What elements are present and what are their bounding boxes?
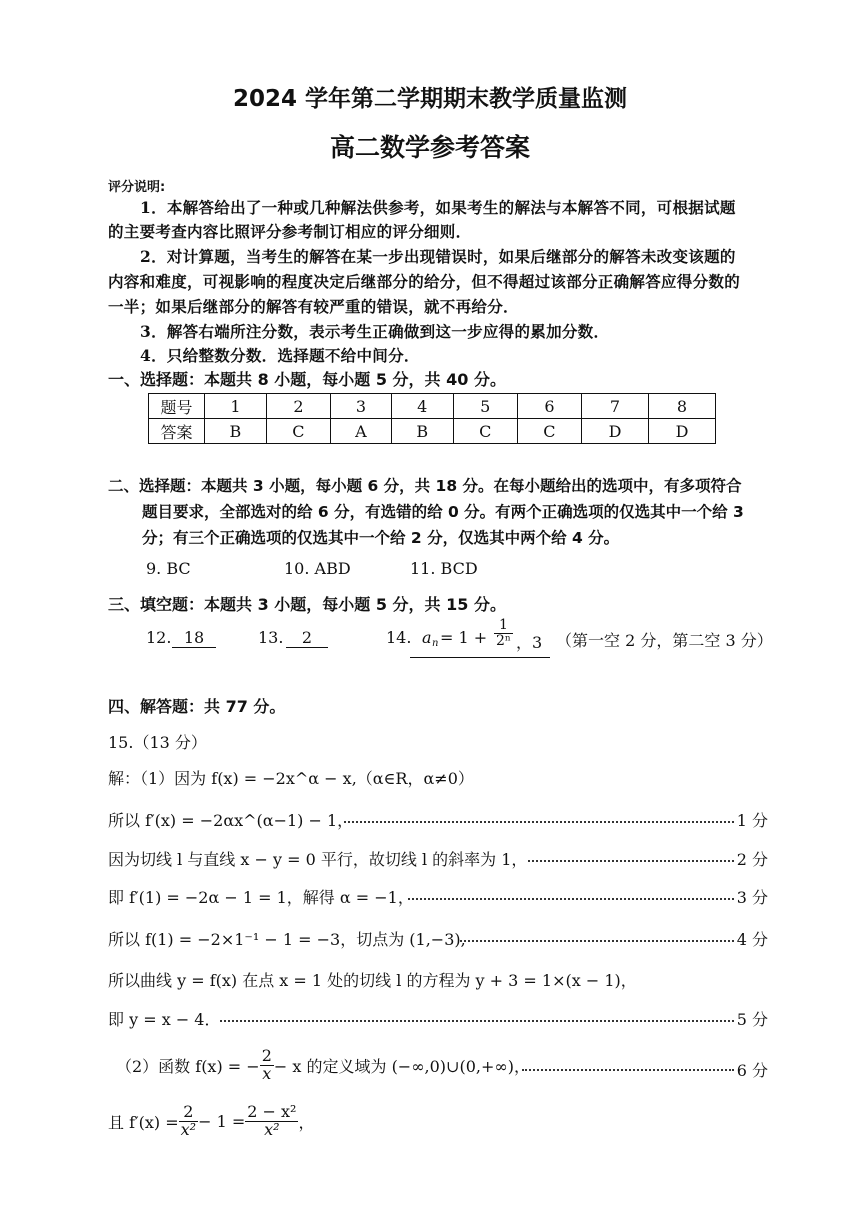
table-cell-question: 8 [648, 394, 715, 419]
table-cell-question: 2 [266, 394, 330, 419]
answer-table-question-row [149, 394, 716, 419]
table-cell-question: 6 [517, 394, 581, 419]
solution-line-9 [108, 1104, 314, 1150]
line-9-denominator-1: x² [180, 1119, 197, 1139]
grading-note-2b: 内容和难度，可视影响的程度决定后继部分的给分，但不得超过该部分正确解答应得分数的 [108, 272, 741, 291]
score-mark: 5 分 [736, 1010, 768, 1029]
grading-note-3: 3．解答右端所注分数，表示考生正确做到这一步应得的累加分数． [140, 322, 610, 341]
dot-leader [344, 821, 734, 823]
answer-14-second: ，3 [516, 633, 543, 652]
line-9-numerator-2: 2 − x² [247, 1102, 297, 1121]
table-cell-question: 5 [453, 394, 517, 419]
table-cell-question: 1 [205, 394, 267, 419]
solution-line-7: 即 y = x − 4． [108, 1010, 221, 1029]
grading-note-2a: 2．对计算题，当考生的解答在某一步出现错误时，如果后继部分的解答未改变该题的 [140, 247, 736, 266]
table-header-answer: 答案 [149, 419, 205, 444]
answer-14-scoring-note: （第一空 2 分，第二空 3 分） [556, 631, 773, 650]
answer-14-denominator: 2ⁿ [496, 632, 511, 649]
table-cell-question: 3 [331, 394, 392, 419]
exam-title: 2024 学年第二学期期末教学质量监测 [232, 86, 628, 112]
section2-heading-line2: 题目要求，全部选对的给 6 分，有选错的给 0 分。有两个正确选项的仅选其中一个给 3 [142, 503, 744, 521]
grading-note-2c: 一半；如果后继部分的解答有较严重的错误，就不再给分． [108, 297, 519, 316]
answer-14-equals: = 1 + [440, 628, 488, 647]
answer-13-blank: 2 [286, 628, 328, 648]
line-9-tail: ， [298, 1112, 315, 1132]
answer-table-answer-row [149, 419, 716, 444]
dot-leader [220, 1020, 734, 1022]
grading-note-1b: 的主要考查内容比照评分参考制订相应的评分细则． [108, 222, 472, 241]
score-mark: 3 分 [736, 888, 768, 907]
section1-heading: 一、选择题：本题共 8 小题，每小题 5 分，共 40 分。 [108, 370, 506, 389]
answer-14-subscript: n [432, 638, 439, 649]
solution-line-8 [116, 1048, 530, 1092]
section2-heading-line1: 二、选择题：本题共 3 小题，每小题 6 分，共 18 分。在每小题给出的选项中，有多项符合 [108, 477, 742, 495]
solution-line-3: 因为切线 l 与直线 x − y = 0 平行，故切线 l 的斜率为 1， [108, 850, 528, 869]
solution-line-2: 所以 f′(x) = −2αx^(α−1) − 1， [108, 811, 354, 830]
section2-heading-line3: 分；有三个正确选项的仅选其中一个给 2 分，仅选其中两个给 4 分。 [142, 529, 620, 547]
table-cell-answer: C [453, 419, 517, 444]
line-8-lead: （2）函数 f(x) = − [116, 1056, 260, 1076]
grading-note-1a: 1．本解答给出了一种或几种解法供参考，如果考生的解法与本解答不同，可根据试题 [140, 198, 736, 217]
line-9-fraction-2 [245, 1104, 298, 1139]
table-cell-answer: B [391, 419, 453, 444]
answer-table [148, 393, 716, 444]
table-cell-answer: C [517, 419, 581, 444]
line-9-lead: 且 f′(x) = [108, 1112, 179, 1132]
table-cell-answer: A [331, 419, 392, 444]
answer-key-subtitle: 高二数学参考答案 [329, 133, 530, 162]
answer-10: 10. ABD [284, 559, 351, 578]
dot-leader [522, 1069, 734, 1071]
answer-12-blank: 18 [172, 628, 216, 648]
answer-9: 9. BC [146, 559, 191, 578]
table-cell-question: 4 [391, 394, 453, 419]
line-8-denominator: x [262, 1063, 272, 1083]
line-9-numerator-1: 2 [179, 1104, 198, 1122]
section3-heading: 三、填空题：本题共 3 小题，每小题 5 分，共 15 分。 [108, 595, 506, 614]
dot-leader [460, 940, 734, 942]
grading-notes-heading: 评分说明: [108, 180, 166, 195]
answer-14-symbol: a [422, 628, 432, 647]
table-cell-question: 7 [582, 394, 649, 419]
solution-line-5: 所以 f(1) = −2×1⁻¹ − 1 = −3，切点为 (1,−3), [108, 930, 466, 949]
table-cell-answer: D [582, 419, 649, 444]
score-mark: 4 分 [736, 930, 768, 949]
score-mark: 2 分 [736, 850, 768, 869]
solution-line-4: 即 f′(1) = −2α − 1 = 1，解得 α = −1， [108, 888, 414, 907]
solution-line-1: 解：（1）因为 f(x) = −2x^α − x,（α∈R，α≠0） [108, 769, 474, 788]
table-header-question: 题号 [149, 394, 205, 419]
score-mark: 1 分 [736, 811, 768, 830]
grading-note-4: 4．只给整数分数．选择题不给中间分． [140, 346, 420, 365]
section4-heading: 四、解答题：共 77 分。 [108, 697, 286, 716]
answer-11: 11. BCD [410, 559, 478, 578]
line-8-numerator: 2 [261, 1046, 272, 1065]
answer-14-fraction [494, 618, 513, 648]
dot-leader [408, 898, 734, 900]
dot-leader [528, 860, 734, 862]
line-9-mid: − 1 = [198, 1111, 246, 1131]
line-9-denominator-2: x² [264, 1119, 280, 1139]
score-mark: 6 分 [736, 1061, 768, 1080]
line-8-fraction [260, 1048, 274, 1083]
answer-14-numerator: 1 [494, 618, 513, 634]
table-cell-answer: D [648, 419, 715, 444]
table-cell-answer: C [266, 419, 330, 444]
question-13-label: 13. [258, 628, 284, 647]
question-14-label: 14. [386, 628, 412, 647]
table-cell-answer: B [205, 419, 267, 444]
line-9-fraction-1 [179, 1104, 198, 1139]
question-12-label: 12. [146, 628, 172, 647]
line-8-tail: − x 的定义域为 (−∞,0)∪(0,+∞)， [273, 1056, 530, 1076]
question-15-label: 15.（13 分） [108, 733, 207, 752]
answer-14-blank [410, 618, 550, 658]
solution-line-6: 所以曲线 y = f(x) 在点 x = 1 处的切线 l 的方程为 y + 3 = 1×(x − 1)， [108, 971, 637, 990]
